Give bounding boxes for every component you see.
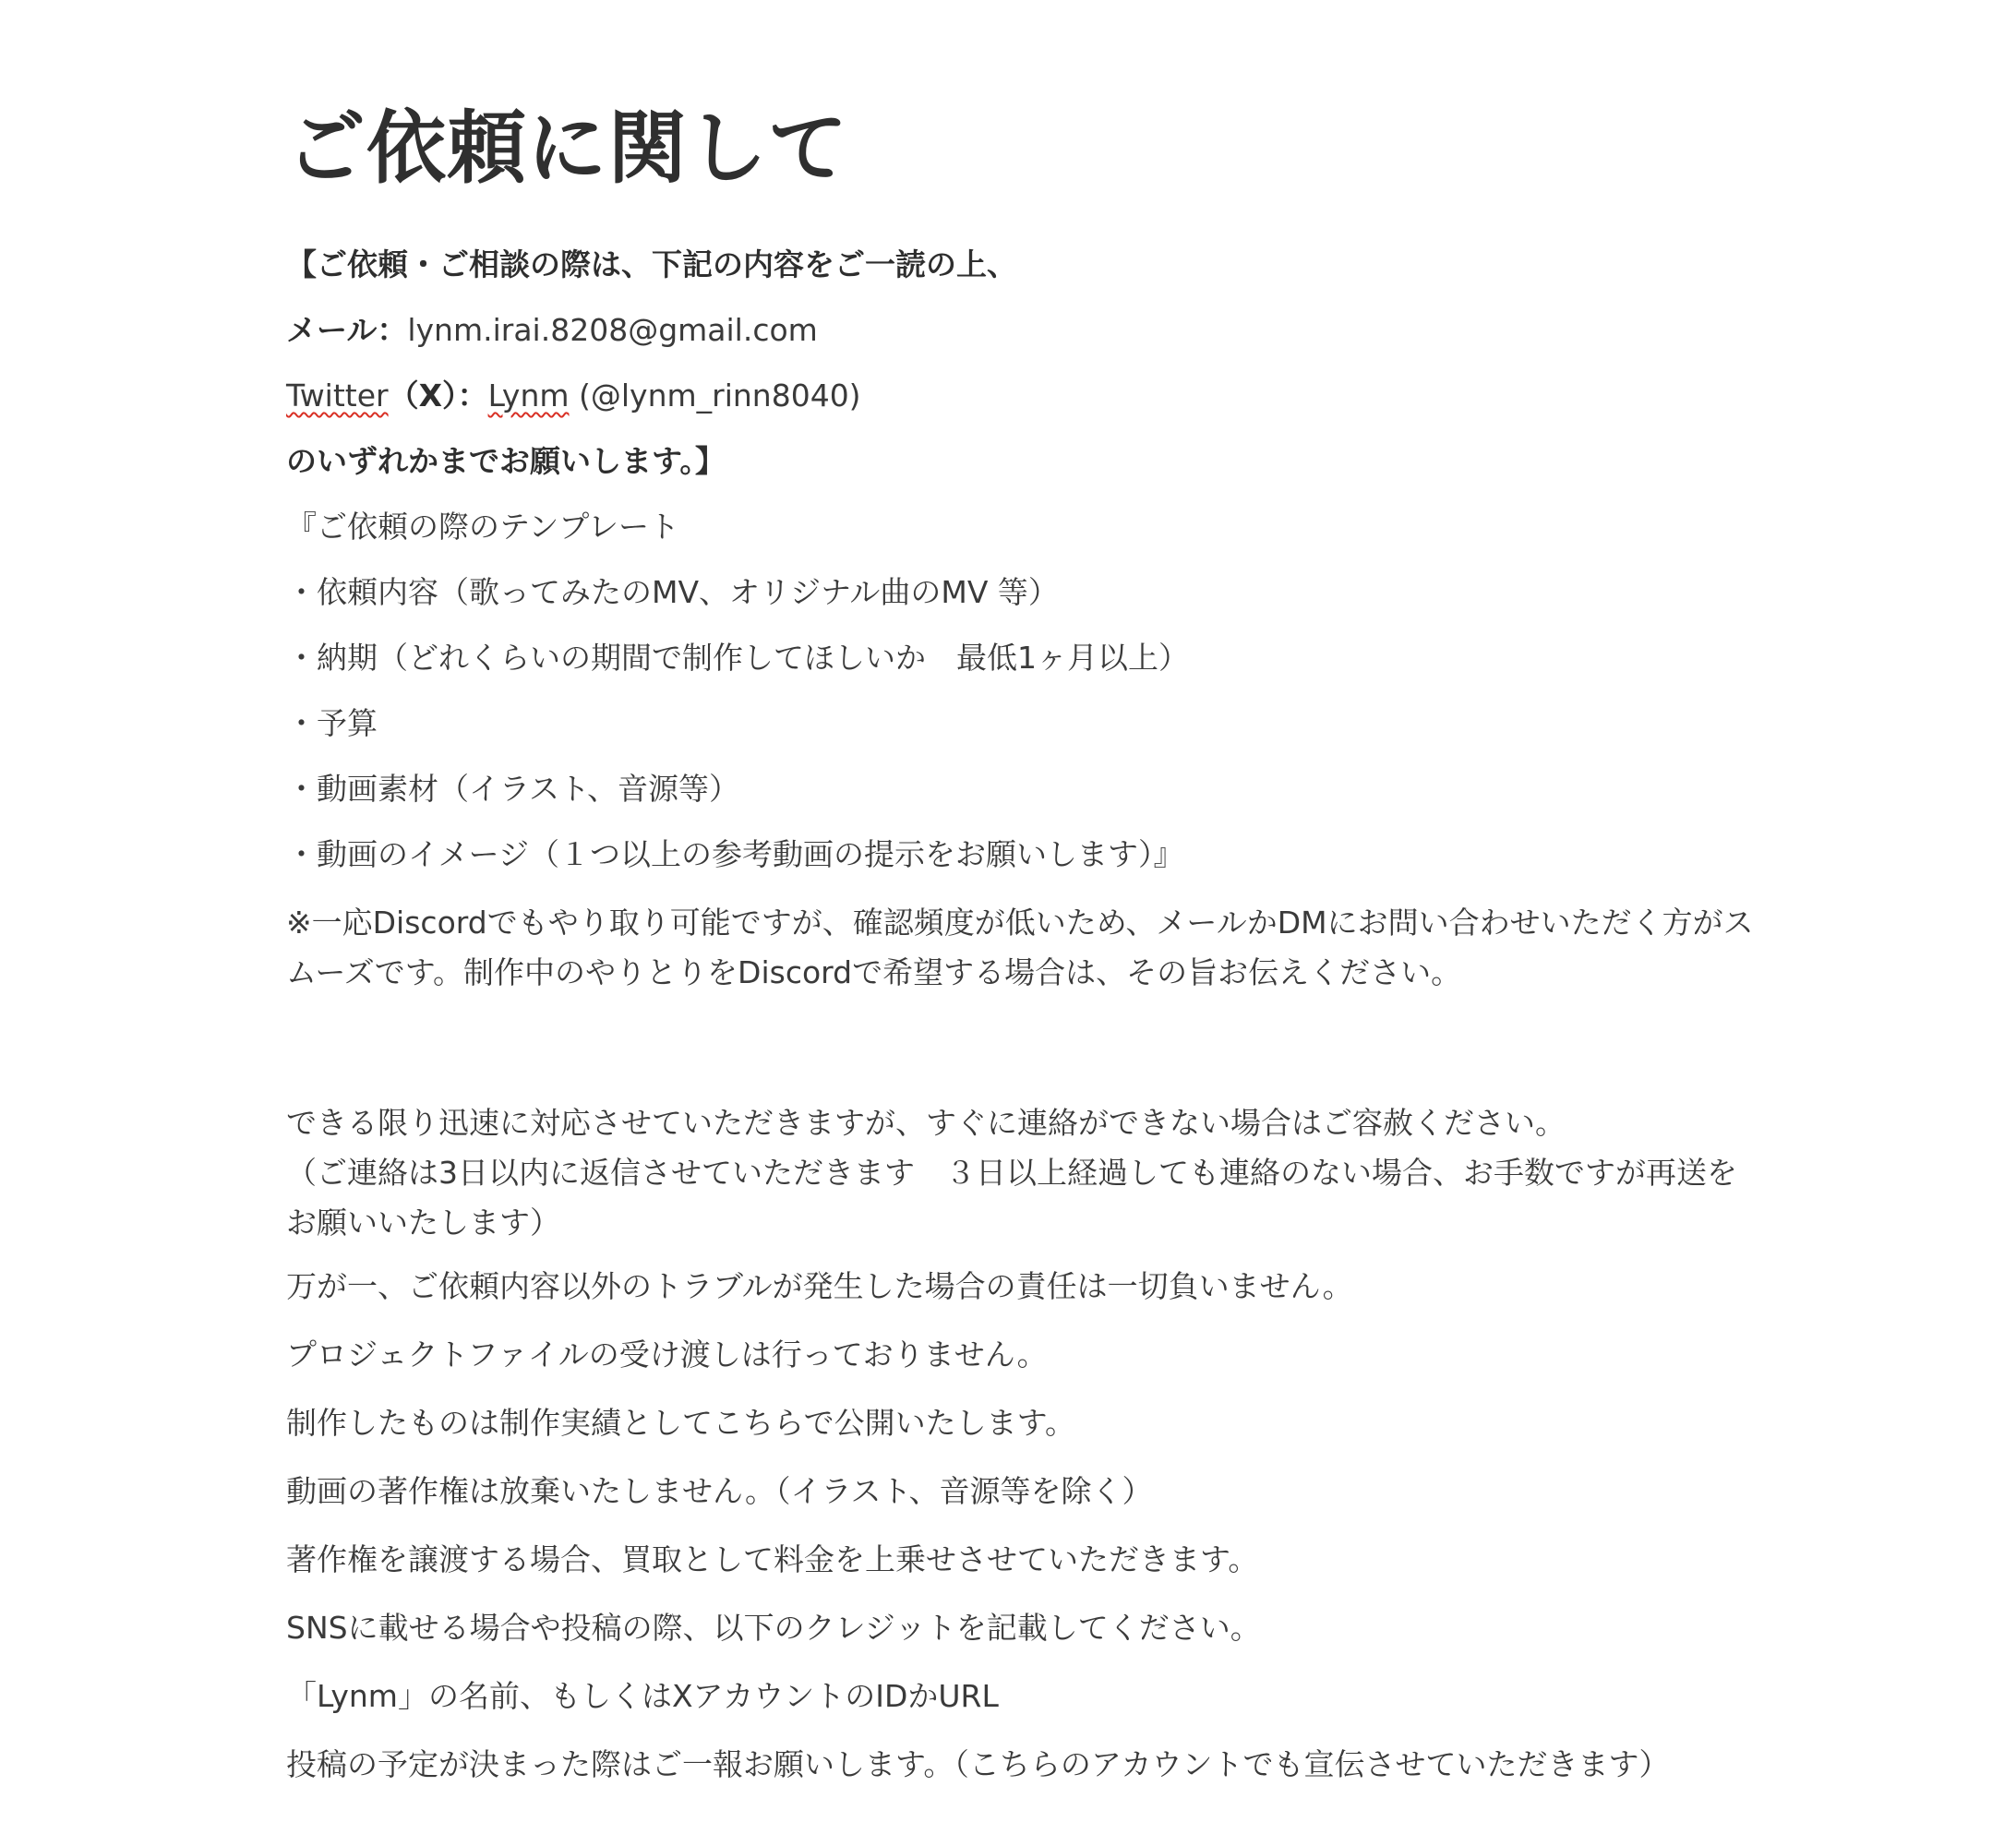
contact-mail-line: [286, 308, 1763, 353]
template-heading: 『ご依頼の際のテンプレート: [286, 508, 680, 545]
template-item-materials: ・動画素材（イラスト、音源等）: [286, 770, 740, 807]
contact-twitter-line: [286, 374, 1763, 418]
twitter-handle[interactable]: (@lynm_rinn8040): [569, 377, 861, 414]
note-liability: 万が一、ご依頼内容以外のトラブルが発生した場合の責任は一切負いません。: [286, 1267, 1353, 1304]
mail-address[interactable]: lynm.irai.8208@gmail.com: [407, 311, 818, 348]
twitter-x-label: （X）：: [388, 377, 488, 414]
discord-note: ※一応Discordでもやり取り可能ですが、確認頻度が低いため、メールかDMにお問い合わせいただく方がスムーズです。制作中のやりとりをDiscordで希望する場合は、その旨お伝えください。: [286, 904, 1754, 990]
note-response-line: できる限り迅速に対応させていただきますが、すぐに連絡ができない場合はご容赦ください。: [286, 1104, 1566, 1141]
note-copyright: 動画の著作権は放棄いたしません。（イラスト、音源等を除く）: [286, 1472, 1153, 1509]
mail-label: メール：: [286, 311, 408, 348]
spacer: [286, 1019, 1763, 1098]
note-portfolio: 制作したものは制作実績としてこちらで公開いたします。: [286, 1404, 1076, 1441]
template-item-image: ・動画のイメージ（１つ以上の参考動画の提示をお願いします）』: [286, 835, 1184, 872]
twitter-label: Twitter: [286, 377, 389, 414]
template-item-deadline: ・納期（どれくらいの期間で制作してほしいか 最低1ヶ月以上）: [286, 639, 1189, 676]
template-item-request: ・依頼内容（歌ってみたのMV、オリジナル曲のMV 等）: [286, 573, 1059, 610]
note-credit: SNSに載せる場合や投稿の際、以下のクレジットを記載してください。: [286, 1609, 1261, 1646]
document-body: [286, 103, 1763, 1808]
contact-outro: のいずれかまでお願いします。】: [286, 442, 726, 479]
notes-response: [286, 1098, 1763, 1248]
note-announce: 投稿の予定が決まった際はご一報お願いします。（こちらのアカウントでも宣伝させていただきます）: [286, 1745, 1670, 1782]
note-project-file: プロジェクトファイルの受け渡しは行っておりません。: [286, 1336, 1048, 1373]
note-credit-format: 「Lynm」の名前、もしくはXアカウントのIDかURL: [286, 1677, 999, 1714]
contact-intro: 【ご依頼・ご相談の際は、下記の内容をご一読の上、: [286, 246, 1017, 282]
note-response-detail: （ご連絡は3日以内に返信させていただきます ３日以上経過しても連絡のない場合、お手数ですが再送をお願いいたします）: [286, 1154, 1737, 1241]
twitter-name[interactable]: Lynm: [487, 377, 570, 414]
template-item-budget: ・予算: [286, 704, 378, 741]
page-title: ご依頼に関して: [286, 102, 848, 195]
note-copyright-transfer: 著作権を譲渡する場合、買取として料金を上乗せさせていただきます。: [286, 1540, 1259, 1577]
